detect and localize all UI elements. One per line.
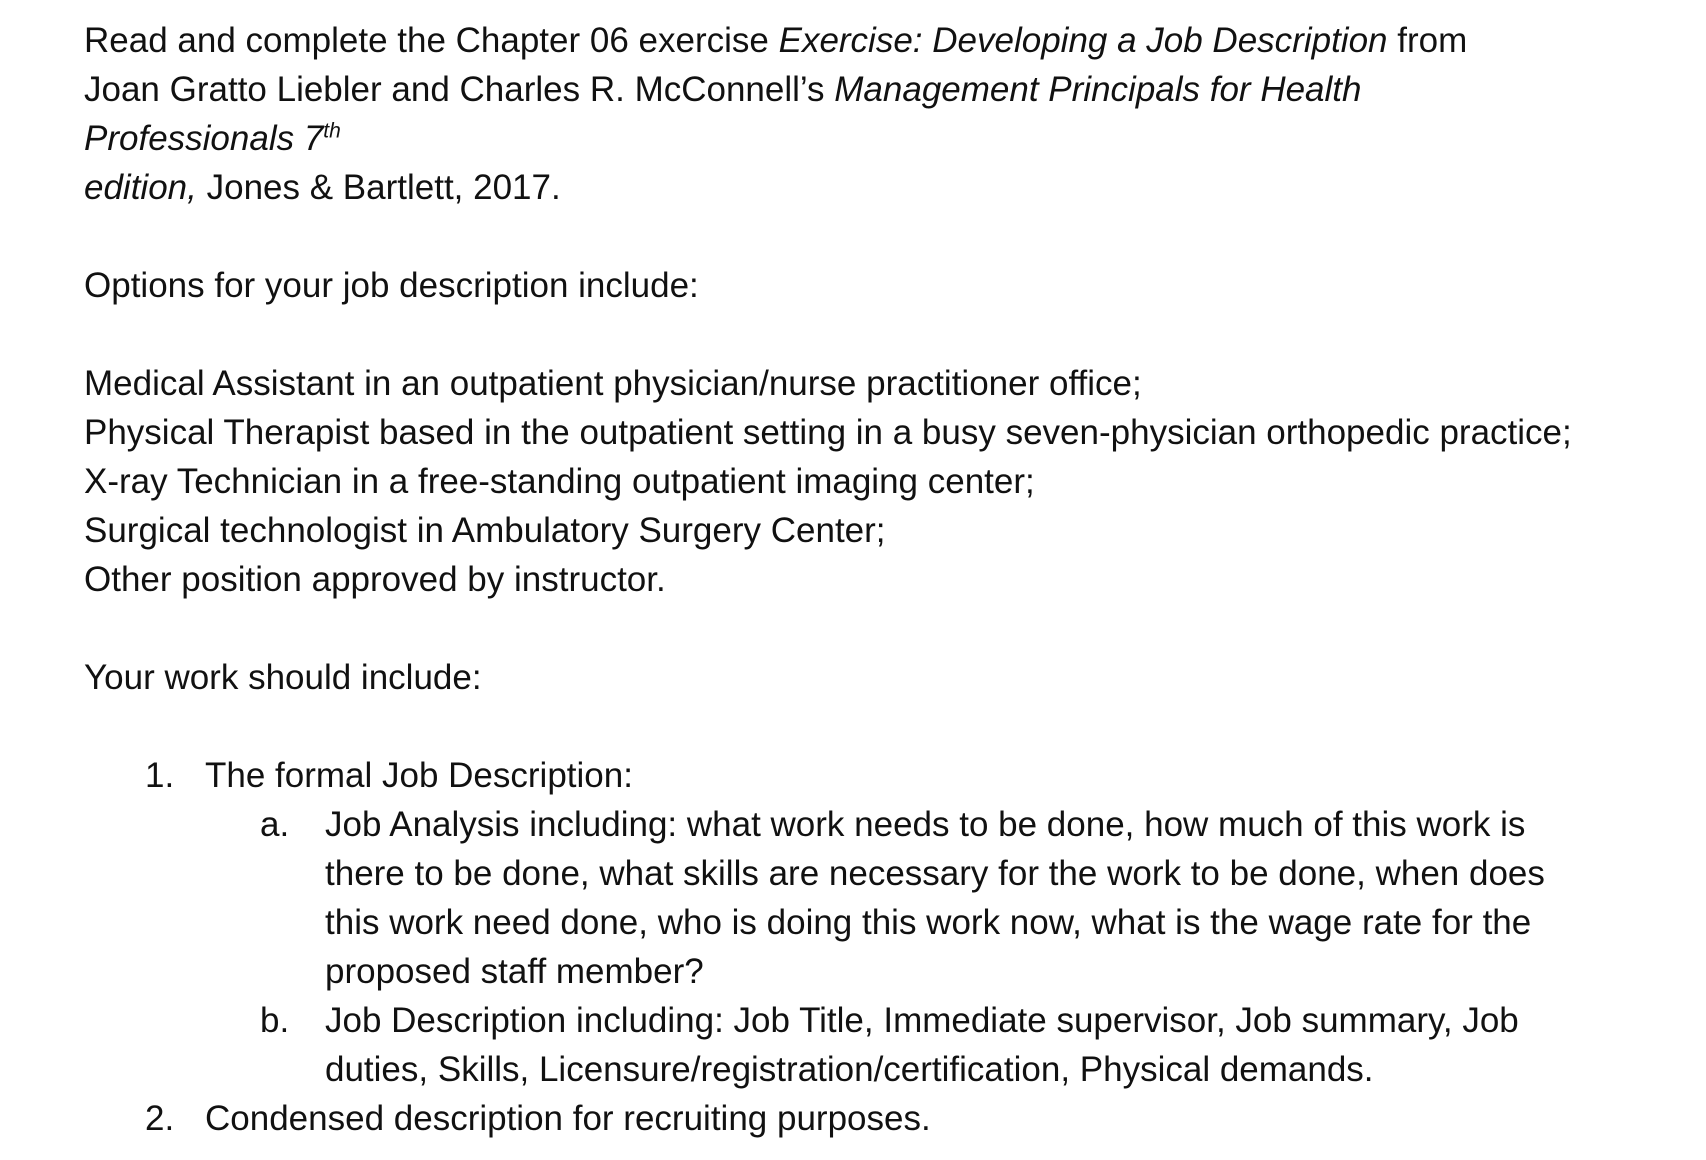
intro-paragraph — [84, 16, 1504, 212]
list-number: 1. — [145, 756, 175, 795]
option-item: Medical Assistant in an outpatient physician/nurse practitioner office; — [84, 364, 1142, 403]
option-item: Physical Therapist based in the outpatient setting in a busy seven-physician orthopedic practice; — [84, 413, 1572, 452]
publisher-info: Jones & Bartlett, 2017. — [196, 168, 561, 207]
work-heading: Your work should include: — [84, 658, 482, 697]
intro-text: Read and complete the Chapter 06 exercise — [84, 21, 779, 60]
list-number: 2. — [145, 1099, 175, 1138]
work-list-item — [84, 751, 1684, 1094]
work-list-item — [84, 1094, 1684, 1143]
work-list — [84, 751, 1684, 1143]
list-letter: b. — [260, 1001, 290, 1040]
list-letter: a. — [260, 805, 290, 844]
options-heading: Options for your job description include: — [84, 266, 699, 305]
edition-superscript: th — [323, 119, 341, 143]
edition-word: edition, — [84, 168, 197, 207]
intro-text-authors: from Joan Gratto Liebler and Charles R. McConnell’s — [84, 21, 1468, 109]
exercise-title: Exercise: Developing a Job Description — [778, 21, 1388, 60]
document-page — [84, 16, 1684, 1143]
list-item-text: The formal Job Description: — [205, 756, 633, 795]
work-sublist-item — [84, 996, 1684, 1094]
work-sublist-item — [84, 800, 1684, 996]
sublist-item-text: Job Description including: Job Title, Immediate supervisor, Job summary, Job duties, Skills, Licensure/registration/certification, Physical demands. — [325, 1001, 1519, 1089]
option-item: X-ray Technician in a free-standing outpatient imaging center; — [84, 462, 1035, 501]
option-item: Other position approved by instructor. — [84, 560, 666, 599]
work-sublist — [84, 800, 1684, 1094]
book-title: Management Principals for Health Professionals 7 — [84, 70, 1362, 158]
list-item-text: Condensed description for recruiting purposes. — [205, 1099, 931, 1138]
option-item: Surgical technologist in Ambulatory Surgery Center; — [84, 511, 886, 550]
sublist-item-text: Job Analysis including: what work needs to be done, how much of this work is there to be done, what skills are necessary for the work to be done, when does this work need done, who is doing this work now, what is the wage rate for the proposed staff member? — [325, 805, 1545, 991]
